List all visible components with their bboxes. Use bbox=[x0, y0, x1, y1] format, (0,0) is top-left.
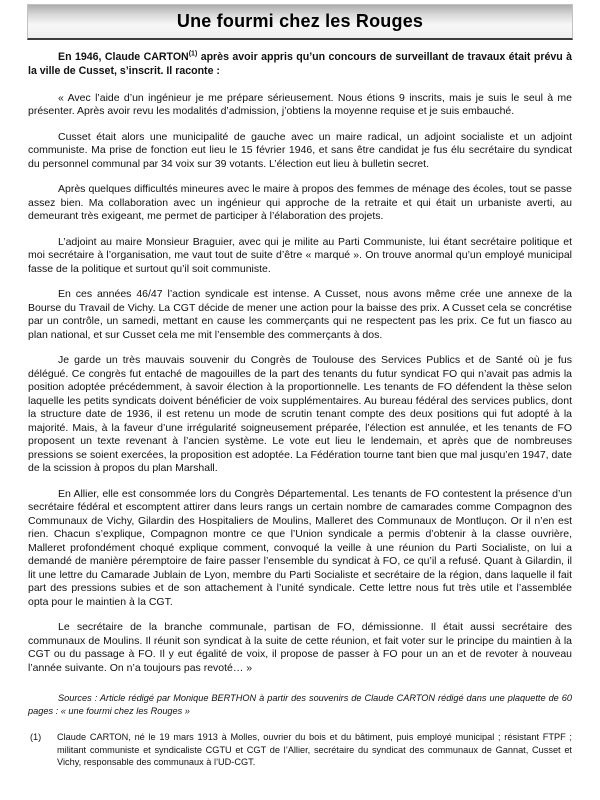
quote-paragraph-2: Cusset était alors une municipalité de gauche avec un maire radical, un adjoint socialiste et un adjoint communiste. Ma prise de fonction eut lieu le 15 février 1946, et sans être candidat je fus élu secrétaire du syndicat du personnel communal par 34 voix sur 39 votants. L’élection eut lieu à bulletin secret. bbox=[28, 130, 572, 170]
footnote-reference: (1) bbox=[188, 50, 198, 58]
quote-paragraph-5: En ces années 46/47 l’action syndicale est intense. A Cusset, nous avons même crée une annexe de la Bourse du Travail de Vichy. La CGT décide de mener une action pour la baisse des prix. A Cusset cela se concrétise par un contrôle, un samedi, mettant en cause les commerçants qui ne respectent pas les prix. Ce fut un fiasco au plan national, et sur Cusset cela me mit l’ensemble des commerçants à dos. bbox=[28, 288, 572, 341]
footnote-text: Claude CARTON, né le 19 mars 1913 à Molles, ouvrier du bois et du bâtiment, puis employé municipal ; résistant FTPF ; militant communiste et syndicaliste CGTU et CGT de l’Allier, secrétaire du syndicat des communaux de Gannat, Cusset et Vichy, responsable des communaux à l’UD-CGT. bbox=[57, 732, 572, 768]
quote-paragraph-6: Je garde un très mauvais souvenir du Congrès de Toulouse des Services Publics et de Santé où je fus délégué. Ce congrès fut entaché de magouilles de la part des tenants du futur syndicat FO qui n’avait pas admis la position adoptée précédemment, à savoir élection à la proportionnelle. Les tenants de FO défendent la thèse selon laquelle les petits syndicats doivent bénéficier de voix supplémentaires. Au bureau fédéral des services publics, dont la structure date de 1936, il est retenu un mode de scrutin tenant compte des deux positions qui fut adopté à la majorité. Mais, à la faveur d’une irrégularité soigneusement préparée, l’élection est annulée, et les tenants de FO proposent un texte revenant à l’ancien système. Le vote eut lieu le lendemain, et après que de nombreuses pressions se soient exercées, la proposition est adoptée. La Fédération tourne tant bien que mal jusqu’en 1947, date de la scission à propos du plan Marshall. bbox=[28, 354, 572, 475]
footnote bbox=[28, 731, 572, 769]
intro-paragraph bbox=[28, 50, 572, 79]
intro-text-before: En 1946, Claude CARTON bbox=[58, 51, 189, 63]
quote-paragraph-3: Après quelques difficultés mineures avec le maire à propos des femmes de ménage des écoles, tout se passe assez bien. Ma collaboration avec un ingénieur qui approche de la retraite et qui était un urbaniste averti, au demeurant très exigeant, me permet de participer à l’élaboration des projets. bbox=[28, 183, 572, 223]
quote-paragraph-1: « Avec l’aide d’un ingénieur je me prépare sérieusement. Nous étions 9 inscrits, mais je suis le seul à me présenter. Après avoir revu les modalités d’admission, j’obtiens la moyenne requise et je suis embauché. bbox=[28, 91, 572, 118]
title-bar bbox=[27, 4, 573, 40]
sources-note: Sources : Article rédigé par Monique BERTHON à partir des souvenirs de Claude CARTON rédigé dans une plaquette de 60 pages : « une fourmi chez les Rouges » bbox=[28, 693, 572, 716]
quote-paragraph-7: En Allier, elle est consommée lors du Congrès Départemental. Les tenants de FO contestent la présence d’un secrétaire fédéral et escomptent attirer dans leurs rangs un certain nombre de camarades comme Compagnon des Communaux de Vichy, Gilardin des Hospitaliers de Moulins, Malleret des Communaux de Montluçon. Or il n’en est rien. Chacun s’explique, Compagnon montre ce que l’Union syndicale a permis d’obtenir à la classe ouvrière, Malleret profondément choqué explique comment, convoqué la veille à une réunion du Parti Socialiste, on lui a demandé de manière péremptoire de faire passer l’ensemble du syndicat à FO, ce qu’il a refusé. Quant à Gilardin, il lit une lettre du Camarade Jublain de Lyon, membre du Parti Socialiste et secrétaire de la région, dans laquelle il fait part des pressions subies et de son attachement à l’unité syndicale. Cette lettre nous fut très utile et l’assemblée opta pour le maintien à la CGT. bbox=[28, 487, 572, 608]
quote-paragraph-4: L’adjoint au maire Monsieur Braguier, avec qui je milite au Parti Communiste, lui étant secrétaire politique et moi secrétaire à l’organisation, me vaut tout de suite d’être « marqué ». On trouve anormal qu’un employé municipal fasse de la politique et surtout qu’il soit communiste. bbox=[28, 235, 572, 275]
page-title: Une fourmi chez les Rouges bbox=[176, 11, 424, 31]
quote-paragraph-8: Le secrétaire de la branche communale, partisan de FO, démissionne. Il était aussi secrétaire des communaux de Moulins. Il réunit son syndicat à la suite de cette réunion, et fait voter sur le principe du maintien à la CGT ou du passage à FO. Il y eut égalité de voix, il propose de passer à FO pour un an et de revoter à nouveau l’année suivante. On n’a toujours pas revoté… » bbox=[28, 621, 572, 674]
footnote-marker: (1) bbox=[30, 732, 42, 743]
intro-text-after: après avoir appris qu’un concours de surveillant de travaux était prévu à la ville de Cusset, s’inscrit. Il raconte : bbox=[28, 51, 572, 78]
document-body bbox=[28, 50, 572, 769]
